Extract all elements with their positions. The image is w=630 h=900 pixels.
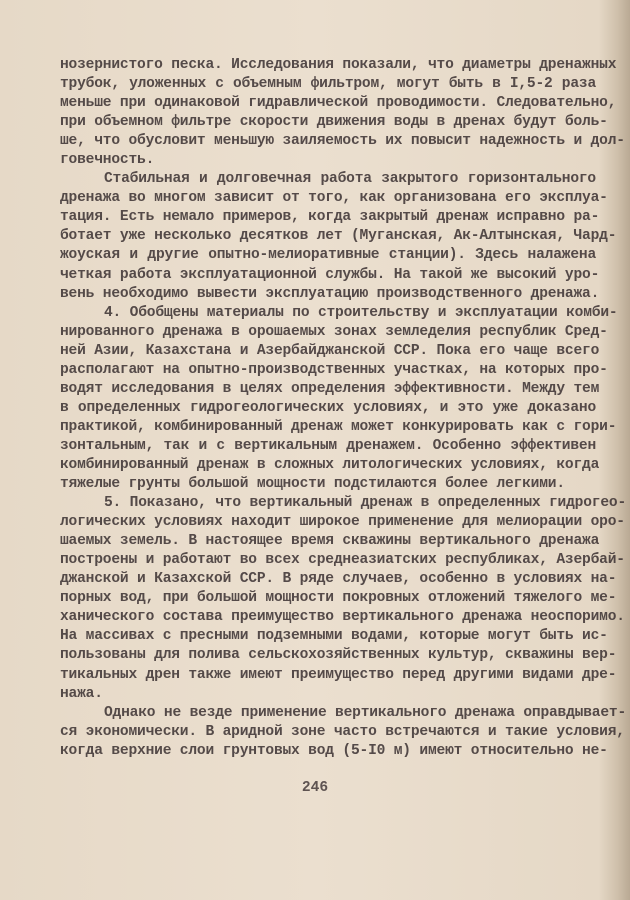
paragraph <box>60 704 627 761</box>
text-line: трубок, уложенных с объемным фильтром, могут быть в I,5-2 раза <box>60 76 596 93</box>
text-line: шаемых земель. В настоящее время скважины вертикального дренажа <box>60 533 600 550</box>
text-line: четкая работа эксплуатационной службы. На такой же высокий уро- <box>60 266 600 283</box>
text-line: меньше при одинаковой гидравлической проводимости. Следовательно, <box>60 95 617 112</box>
text-line: дренажа во многом зависит от того, как организована его эксплуа- <box>60 190 608 207</box>
text-line: порных вод, при большой мощности покровных отложений тяжелого ме- <box>60 590 617 607</box>
text-line: тация. Есть немало примеров, когда закрытый дренаж исправно ра- <box>60 209 600 226</box>
text-line: Стабильная и долговечная работа закрытого горизонтального <box>104 171 596 188</box>
text-line: говечность. <box>60 152 155 169</box>
text-line: нированного дренажа в орошаемых зонах земледелия республик Сред- <box>60 323 608 340</box>
paragraph <box>60 170 617 303</box>
text-line: ханического состава преимущество вертикального дренажа неоспоримо. <box>60 609 625 626</box>
text-line: нажа. <box>60 685 103 702</box>
text-line: 4. Обобщены материалы по строительству и эксплуатации комби- <box>104 304 618 321</box>
text-line: ше, что обусловит меньшую заиляемость их повысит надежность и дол- <box>60 133 625 150</box>
text-line: тяжелые грунты большой мощности подстилаются более легкими. <box>60 476 565 493</box>
paragraph <box>60 56 625 170</box>
text-line: жоуская и другие опытно-мелиоративные станции). Здесь налажена <box>60 247 596 264</box>
text-line: ся экономически. В аридной зоне часто встречаются и такие условия, <box>60 723 625 740</box>
text-line: пользованы для полива сельскохозяйственных культур, скважины вер- <box>60 647 617 664</box>
text-line: в определенных гидрогеологических условиях, и это уже доказано <box>60 399 596 416</box>
text-line: зонтальным, так и с вертикальным дренажем. Особенно эффективен <box>60 437 596 454</box>
text-line: водят исследования в целях определения эффективности. Между тем <box>60 380 600 397</box>
page-number: 246 <box>301 780 329 796</box>
paragraph <box>60 494 627 704</box>
text-line: комбинированный дренаж в сложных литологических условиях, когда <box>60 456 600 473</box>
paragraph <box>60 304 618 494</box>
text-line: вень необходимо вывести эксплуатацию производственного дренажа. <box>60 285 600 302</box>
text-line: На массивах с пресными подземными водами, которые могут быть ис- <box>60 628 608 645</box>
text-line: тикальных дрен также имеют преимущество перед другими видами дре- <box>60 666 617 683</box>
text-line: ботает уже несколько десятков лет (Муганская, Ак-Алтынская, Чард- <box>60 228 617 245</box>
text-line: нозернистого песка. Исследования показали, что диаметры дренажных <box>60 57 617 73</box>
text-line: джанской и Казахской ССР. В ряде случаев, особенно в условиях на- <box>60 571 617 588</box>
text-line: когда верхние слои грунтовых вод (5-I0 м) имеют относительно не- <box>60 742 608 759</box>
text-line: Однако не везде применение вертикального дренажа оправдывает- <box>104 704 627 721</box>
text-line: при объемном фильтре скорости движения воды в дренах будут боль- <box>60 114 608 131</box>
text-line: располагают на опытно-производственных участках, на которых про- <box>60 361 608 378</box>
body-text <box>60 56 627 761</box>
text-line: ней Азии, Казахстана и Азербайджанской ССР. Пока его чаще всего <box>60 342 600 359</box>
text-line: логических условиях находит широкое применение для мелиорации оро- <box>60 514 625 531</box>
text-line: построены и работают во всех среднеазиатских республиках, Азербай- <box>60 552 625 569</box>
text-line: практикой, комбинированный дренаж может конкурировать как с гори- <box>60 418 617 435</box>
text-line: 5. Показано, что вертикальный дренаж в определенных гидрогео- <box>104 495 627 512</box>
